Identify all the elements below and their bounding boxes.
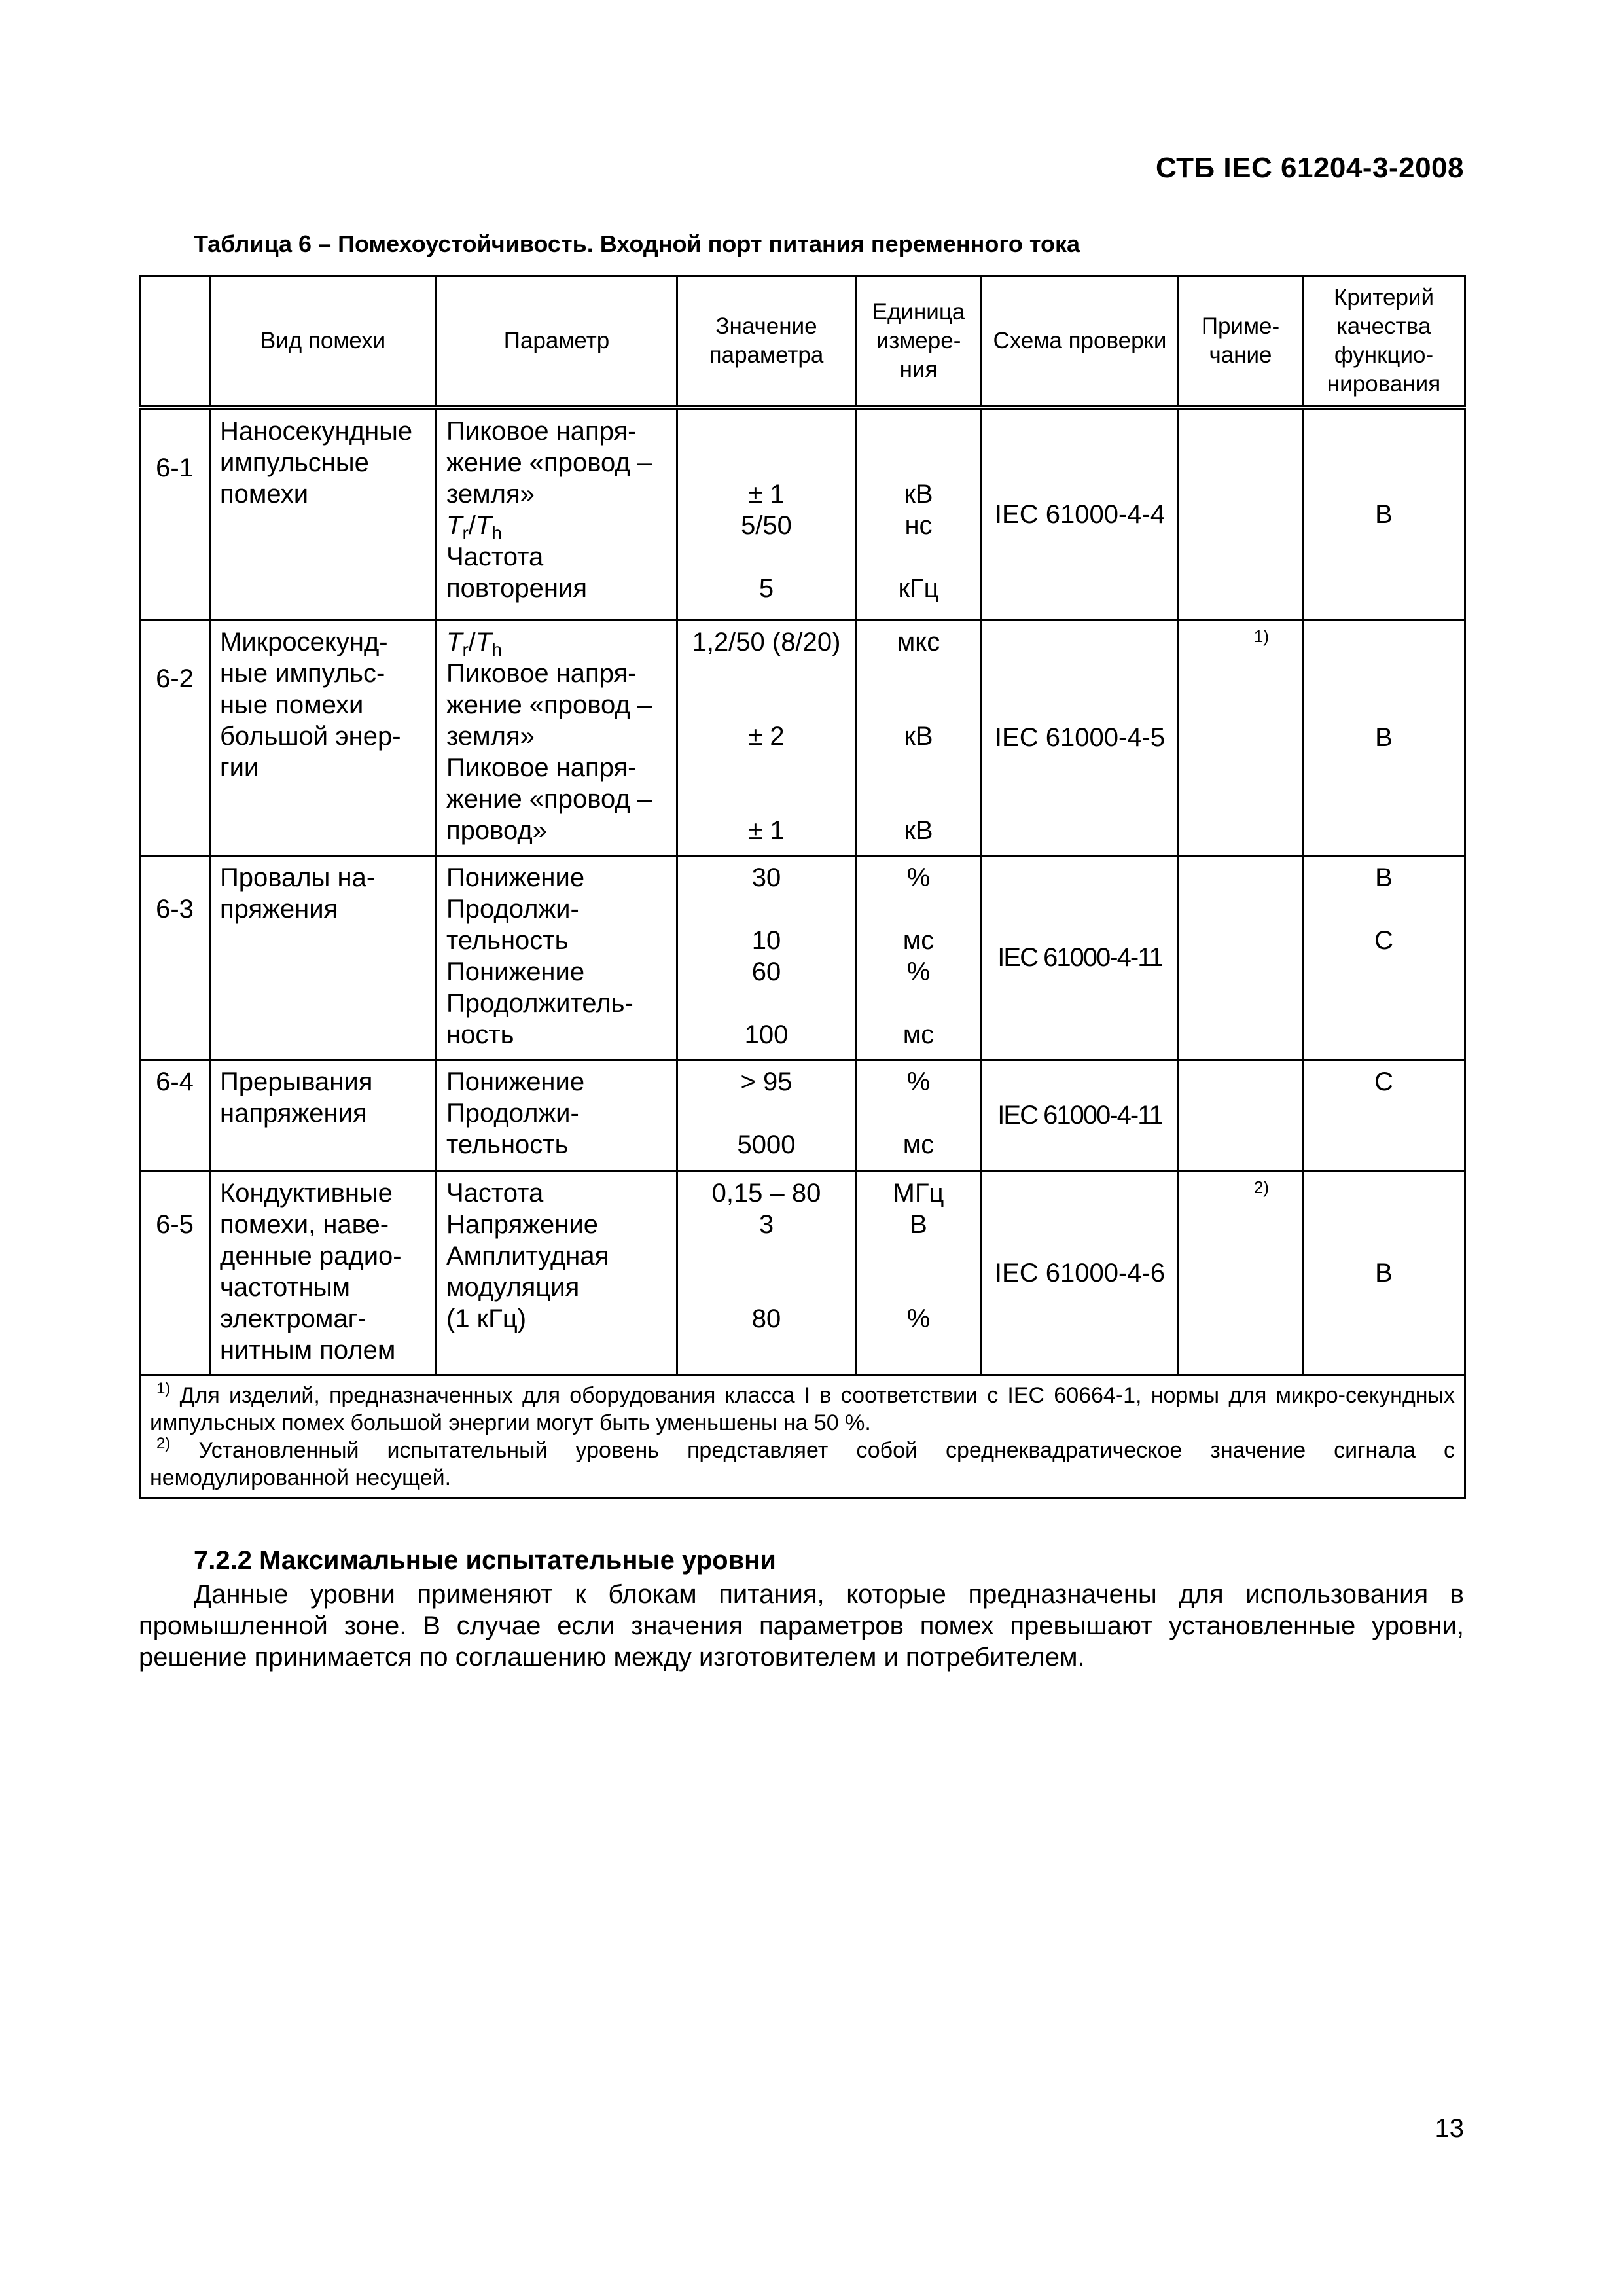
value-cell: 1,2/50 (8/20) ± 2 ± 1 xyxy=(677,620,856,855)
col-header-param: Параметр xyxy=(437,276,677,408)
parameter-cell: Понижение Продолжи- тельность Понижение Продолжитель- ность xyxy=(437,855,677,1060)
note-cell xyxy=(1179,408,1303,620)
interference-type: Микросекунд- ные импульс- ные помехи большой энер- гии xyxy=(210,620,437,855)
unit-cell: % мс xyxy=(856,1060,982,1171)
document-code: СТБ IEC 61204-3-2008 xyxy=(1156,152,1464,184)
parameter-cell: $T_r/T_h$ Пиковое напря- жение «провод – земля» Пиковое напря- жение «провод – провод» xyxy=(437,620,677,855)
footnote-1: $^{1)}$ Для изделий, предназначенных для оборудования класса I в соответствии с IEC 60664-1, нормы для микро-секундных импульсных помех большой энергии могут быть уменьшены на 50 %. xyxy=(150,1379,1455,1435)
unit-cell: % мс % мс xyxy=(856,855,982,1060)
interference-type: Кондуктивные помехи, наве- денные радио- частотным электромаг- нитным полем xyxy=(210,1171,437,1375)
test-scheme: IEC 61000-4-5 xyxy=(982,620,1179,855)
note-cell xyxy=(1179,855,1303,1060)
col-header-scheme: Схема проверки xyxy=(982,276,1179,408)
test-scheme: IEC 61000-4-6 xyxy=(982,1171,1179,1375)
unit-cell: кВ нс кГц xyxy=(856,408,982,620)
row-number: 6-2 xyxy=(140,620,210,855)
col-header-criteria: Критерий качества функцио-нирования xyxy=(1303,276,1465,408)
section-paragraph: Данные уровни применяют к блокам питания, которые предназначены для использования в промышленной зоне. В случае если значения параметров помех превышают установленные уровни, решение принимается по соглашению между изготовителем и потребителем. xyxy=(139,1580,1464,1672)
footnotes-row xyxy=(140,1375,1465,1498)
criteria-cell: B C xyxy=(1303,855,1465,1060)
test-scheme: IEC 61000-4-11 xyxy=(982,1060,1179,1171)
table-row xyxy=(140,855,1465,1060)
criteria-cell: B xyxy=(1303,1171,1465,1375)
immunity-table xyxy=(139,275,1466,1499)
footnotes-cell xyxy=(140,1375,1465,1498)
test-scheme: IEC 61000-4-4 xyxy=(982,408,1179,620)
col-header-note: Приме-чание xyxy=(1179,276,1303,408)
table-header-row xyxy=(140,276,1465,408)
value-cell: > 95 5000 xyxy=(677,1060,856,1171)
value-cell: 30 10 60 100 xyxy=(677,855,856,1060)
criteria-cell: B xyxy=(1303,620,1465,855)
unit-cell: мкс кВ кВ xyxy=(856,620,982,855)
criteria-cell: C xyxy=(1303,1060,1465,1171)
row-number: 6-1 xyxy=(140,408,210,620)
value-cell: 0,15 – 80 3 80 xyxy=(677,1171,856,1375)
row-number: 6-4 xyxy=(140,1060,210,1171)
col-header-num xyxy=(140,276,210,408)
unit-cell: МГц В % xyxy=(856,1171,982,1375)
parameter-cell: Пиковое напря- жение «провод – земля» $T_r/T_h$ Частота повторения xyxy=(437,408,677,620)
table-row xyxy=(140,1060,1465,1171)
table-row xyxy=(140,620,1465,855)
table-row xyxy=(140,408,1465,620)
test-scheme: IEC 61000-4-11 xyxy=(982,855,1179,1060)
row-number: 6-5 xyxy=(140,1171,210,1375)
footnote-2: $^{2)}$ Установленный испытательный уровень представляет собой среднеквадратическое значение сигнала с немодулированной несущей. xyxy=(150,1434,1455,1490)
interference-type: Прерывания напряжения xyxy=(210,1060,437,1171)
section-heading: 7.2.2 Максимальные испытательные уровни xyxy=(194,1546,776,1575)
value-cell: ± 1 5/50 5 xyxy=(677,408,856,620)
row-number: 6-3 xyxy=(140,855,210,1060)
table-caption: Таблица 6 – Помехоустойчивость. Входной порт питания переменного тока xyxy=(194,230,1080,257)
col-header-unit: Единица измере-ния xyxy=(856,276,982,408)
note-cell xyxy=(1179,1060,1303,1171)
table-row xyxy=(140,1171,1465,1375)
note-cell: 1) xyxy=(1179,620,1303,855)
criteria-cell: B xyxy=(1303,408,1465,620)
parameter-cell: Частота Напряжение Амплитудная модуляция (1 кГц) xyxy=(437,1171,677,1375)
interference-type: Провалы на- пряжения xyxy=(210,855,437,1060)
parameter-cell: Понижение Продолжи- тельность xyxy=(437,1060,677,1171)
col-header-type: Вид помехи xyxy=(210,276,437,408)
col-header-value: Значение параметра xyxy=(677,276,856,408)
note-cell: 2) xyxy=(1179,1171,1303,1375)
interference-type: Наносекундные импульсные помехи xyxy=(210,408,437,620)
page-number: 13 xyxy=(1435,2114,1464,2143)
